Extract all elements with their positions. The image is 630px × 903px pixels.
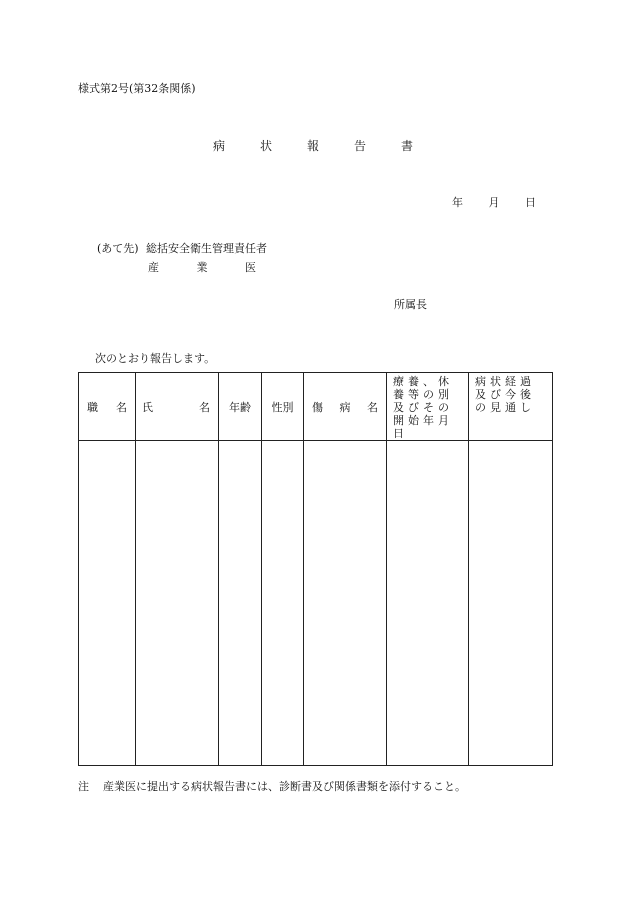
cell-sex[interactable] [262, 441, 304, 766]
addressee-line-2 [148, 259, 256, 275]
header-age: 年齢 [219, 373, 262, 441]
header-illness: 傷 病 名 [304, 373, 387, 441]
cell-prognosis[interactable] [469, 441, 553, 766]
addressee-char: 産 [148, 261, 159, 274]
addressee-char: 業 [196, 261, 208, 274]
addressee-char: 医 [245, 261, 256, 274]
footnote-mark: 注 [78, 780, 89, 793]
date-day: 日 [525, 196, 536, 209]
footnote-text: 産業医に提出する病状報告書には、診断書及び関係書類を添付すること。 [103, 780, 466, 793]
header-name: 氏 名 [136, 373, 219, 441]
date-year: 年 [452, 196, 463, 209]
header-sex: 性別 [262, 373, 304, 441]
title-char: 報 [306, 139, 319, 153]
cell-recuperation[interactable] [387, 441, 469, 766]
table-row [79, 441, 553, 766]
report-table [78, 372, 553, 766]
footnote [78, 778, 466, 794]
addressee-line-1: 総括安全衛生管理責任者 [146, 242, 267, 255]
header-prognosis: 病状経過及び今後の見通し [469, 373, 553, 441]
header-position: 職 名 [79, 373, 136, 441]
cell-age[interactable] [219, 441, 262, 766]
cell-name[interactable] [136, 441, 219, 766]
title-char: 告 [353, 139, 366, 153]
header-recuperation: 療養、休養等の別及びその開始年月日 [387, 373, 469, 441]
table-header-row [79, 373, 553, 441]
date-month: 月 [488, 196, 500, 209]
cell-illness[interactable] [304, 441, 387, 766]
addressee-prefix: (あて先) [97, 242, 139, 255]
form-number: 様式第2号(第32条関係) [78, 82, 196, 95]
document-title [213, 137, 413, 154]
title-char: 書 [400, 139, 413, 153]
date-line [452, 194, 536, 210]
department-head-label: 所属長 [394, 298, 427, 311]
intro-text: 次のとおり報告します。 [95, 352, 216, 365]
cell-position[interactable] [79, 441, 136, 766]
title-char: 病 [213, 139, 226, 153]
title-char: 状 [259, 139, 272, 153]
